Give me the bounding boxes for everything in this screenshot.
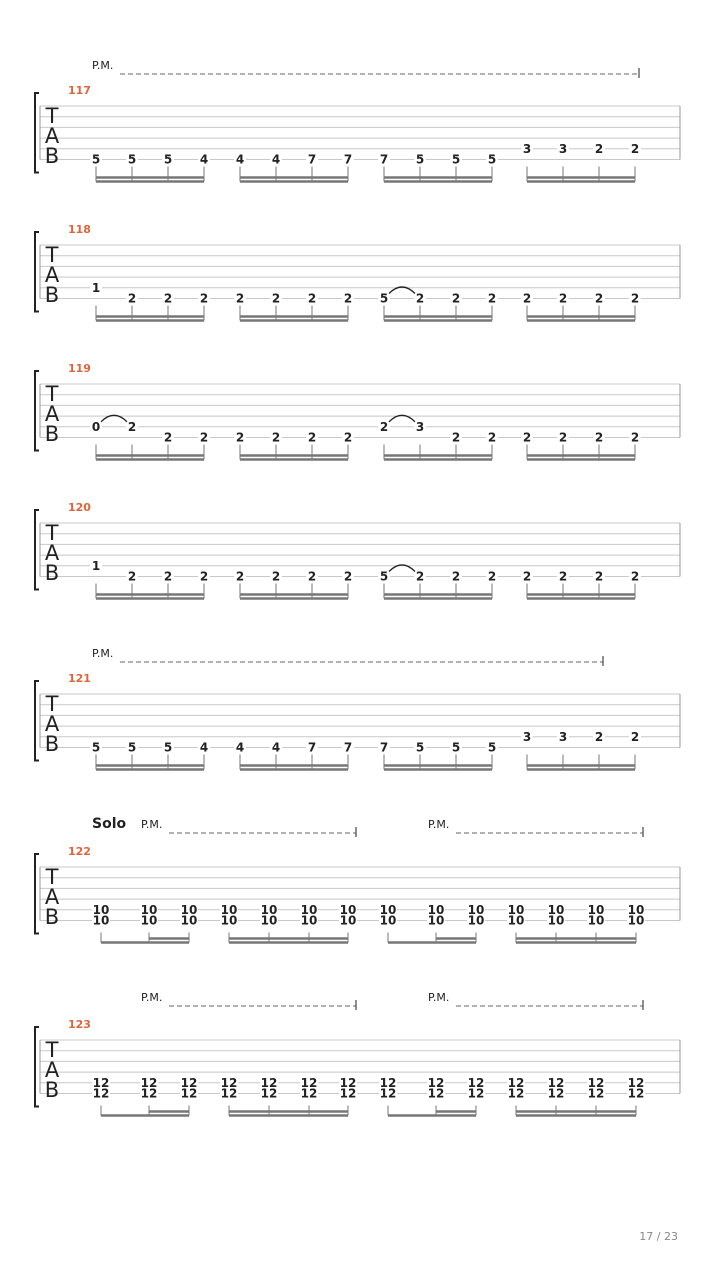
fret-number: 2 [307,291,317,306]
fret-number: 2 [379,419,389,434]
tab-system-120 [35,501,680,599]
fret-number: 12 [92,1086,110,1101]
tab-clef-t: T [45,382,59,406]
fret-number: 10 [547,902,565,917]
fret-number: 2 [199,569,209,584]
fret-number: 5 [163,152,173,167]
tab-clef-b: B [44,905,60,929]
fret-number: 10 [140,913,158,928]
system-bracket [35,93,39,173]
measure-number: 119 [68,362,91,375]
fret-number: 12 [507,1075,525,1090]
fret-number: 10 [180,902,198,917]
fret-number: 7 [343,152,353,167]
fret-number: 0 [91,419,101,434]
fret-number: 2 [343,569,353,584]
fret-number: 2 [271,291,281,306]
fret-number: 12 [627,1075,645,1090]
system-bracket [35,1027,39,1107]
fret-number: 10 [339,913,357,928]
fret-number: 2 [451,291,461,306]
system-bracket [35,371,39,451]
fret-number: 12 [339,1075,357,1090]
fret-number: 2 [558,430,568,445]
fret-number: 7 [343,740,353,755]
fret-number: 2 [199,291,209,306]
fret-number: 5 [127,152,137,167]
fret-number: 2 [343,291,353,306]
tab-clef-b: B [44,144,60,168]
tab-clef-t: T [45,865,59,889]
fret-number: 2 [522,430,532,445]
fret-number: 10 [339,902,357,917]
fret-number: 10 [507,902,525,917]
fret-number: 12 [180,1086,198,1101]
fret-number: 2 [487,430,497,445]
fret-number: 2 [415,569,425,584]
fret-number: 10 [587,913,605,928]
fret-number: 2 [163,569,173,584]
fret-number: 2 [594,729,604,744]
fret-number: 5 [451,152,461,167]
fret-number: 5 [91,740,101,755]
fret-number: 10 [627,913,645,928]
fret-number: 2 [271,430,281,445]
palm-mute-label: P.M. [428,818,450,831]
fret-number: 2 [415,291,425,306]
fret-number: 10 [427,913,445,928]
fret-number: 10 [627,902,645,917]
tab-system-121 [35,647,680,770]
fret-number: 10 [300,913,318,928]
fret-number: 2 [235,430,245,445]
fret-number: 12 [379,1075,397,1090]
fret-number: 10 [260,913,278,928]
fret-number: 12 [140,1086,158,1101]
fret-number: 2 [343,430,353,445]
fret-number: 7 [379,740,389,755]
fret-number: 2 [307,569,317,584]
tab-clef-a: A [44,712,60,736]
measure-number: 117 [68,84,91,97]
fret-number: 10 [180,913,198,928]
tab-clef-a: A [44,263,60,287]
fret-number: 7 [307,152,317,167]
fret-number: 12 [180,1075,198,1090]
tab-clef-t: T [45,692,59,716]
tab-clef-t: T [45,243,59,267]
fret-number: 5 [487,740,497,755]
fret-number: 2 [594,291,604,306]
fret-number: 2 [235,291,245,306]
fret-number: 2 [127,419,137,434]
palm-mute-label: P.M. [92,647,114,660]
fret-number: 5 [451,740,461,755]
tab-clef-b: B [44,561,60,585]
fret-number: 2 [630,729,640,744]
fret-number: 10 [300,902,318,917]
fret-number: 2 [199,430,209,445]
fret-number: 3 [522,141,532,156]
fret-number: 4 [199,740,209,755]
fret-number: 10 [260,902,278,917]
fret-number: 12 [587,1086,605,1101]
tab-clef-a: A [44,885,60,909]
fret-number: 12 [427,1086,445,1101]
fret-number: 5 [163,740,173,755]
tab-clef-a: A [44,124,60,148]
tab-clef-b: B [44,422,60,446]
fret-number: 2 [127,291,137,306]
fret-number: 2 [630,569,640,584]
fret-number: 10 [379,913,397,928]
fret-number: 12 [467,1086,485,1101]
system-bracket [35,854,39,934]
fret-number: 10 [220,913,238,928]
fret-number: 5 [415,740,425,755]
fret-number: 10 [507,913,525,928]
fret-number: 12 [300,1086,318,1101]
fret-number: 2 [594,569,604,584]
tab-system-122 [35,816,680,943]
fret-number: 12 [339,1086,357,1101]
fret-number: 2 [594,141,604,156]
tab-system-119 [35,362,680,460]
fret-number: 3 [522,729,532,744]
fret-number: 4 [199,152,209,167]
measure-number: 123 [68,1018,91,1031]
fret-number: 2 [163,291,173,306]
fret-number: 2 [522,291,532,306]
fret-number: 10 [379,902,397,917]
fret-number: 12 [300,1075,318,1090]
page-indicator: 17 / 23 [639,1230,678,1243]
system-bracket [35,510,39,590]
fret-number: 12 [260,1075,278,1090]
tab-clef-b: B [44,732,60,756]
fret-number: 12 [379,1086,397,1101]
fret-number: 2 [558,291,568,306]
tab-clef-a: A [44,541,60,565]
system-bracket [35,232,39,312]
tab-clef-a: A [44,1058,60,1082]
fret-number: 10 [140,902,158,917]
fret-number: 10 [92,913,110,928]
fret-number: 2 [451,430,461,445]
fret-number: 2 [127,569,137,584]
fret-number: 12 [260,1086,278,1101]
fret-number: 2 [163,430,173,445]
fret-number: 3 [558,141,568,156]
fret-number: 10 [92,902,110,917]
measure-number: 121 [68,672,91,685]
section-label: Solo [92,816,127,832]
fret-number: 12 [467,1075,485,1090]
fret-number: 2 [487,569,497,584]
fret-number: 1 [91,558,101,573]
fret-number: 2 [558,569,568,584]
fret-number: 3 [415,419,425,434]
fret-number: 12 [220,1086,238,1101]
fret-number: 10 [427,902,445,917]
fret-number: 5 [487,152,497,167]
fret-number: 12 [587,1075,605,1090]
tab-system-118 [35,223,680,321]
fret-number: 3 [558,729,568,744]
fret-number: 12 [627,1086,645,1101]
fret-number: 4 [235,152,245,167]
fret-number: 4 [271,152,281,167]
fret-number: 12 [140,1075,158,1090]
palm-mute-label: P.M. [92,59,114,72]
measure-number: 118 [68,223,91,236]
palm-mute-label: P.M. [141,818,163,831]
fret-number: 5 [127,740,137,755]
fret-number: 4 [271,740,281,755]
fret-number: 2 [487,291,497,306]
fret-number: 2 [451,569,461,584]
tab-system-123 [35,991,680,1116]
fret-number: 10 [220,902,238,917]
fret-number: 5 [379,569,389,584]
fret-number: 7 [379,152,389,167]
system-bracket [35,681,39,761]
fret-number: 10 [467,913,485,928]
fret-number: 2 [522,569,532,584]
tab-clef-t: T [45,1038,59,1062]
fret-number: 10 [587,902,605,917]
measure-number: 120 [68,501,91,514]
tab-clef-t: T [45,104,59,128]
fret-number: 7 [307,740,317,755]
fret-number: 2 [630,430,640,445]
tab-clef-b: B [44,283,60,307]
fret-number: 2 [630,291,640,306]
fret-number: 10 [547,913,565,928]
palm-mute-label: P.M. [428,991,450,1004]
fret-number: 12 [547,1075,565,1090]
fret-number: 2 [307,430,317,445]
tab-system-117 [35,59,680,182]
fret-number: 5 [379,291,389,306]
tab-clef-a: A [44,402,60,426]
fret-number: 2 [271,569,281,584]
fret-number: 5 [415,152,425,167]
fret-number: 12 [92,1075,110,1090]
fret-number: 10 [467,902,485,917]
fret-number: 12 [547,1086,565,1101]
tab-clef-t: T [45,521,59,545]
tab-clef-b: B [44,1078,60,1102]
fret-number: 12 [507,1086,525,1101]
palm-mute-label: P.M. [141,991,163,1004]
measure-number: 122 [68,845,91,858]
fret-number: 5 [91,152,101,167]
fret-number: 2 [235,569,245,584]
fret-number: 4 [235,740,245,755]
fret-number: 1 [91,280,101,295]
fret-number: 2 [630,141,640,156]
fret-number: 2 [594,430,604,445]
fret-number: 12 [427,1075,445,1090]
fret-number: 12 [220,1075,238,1090]
